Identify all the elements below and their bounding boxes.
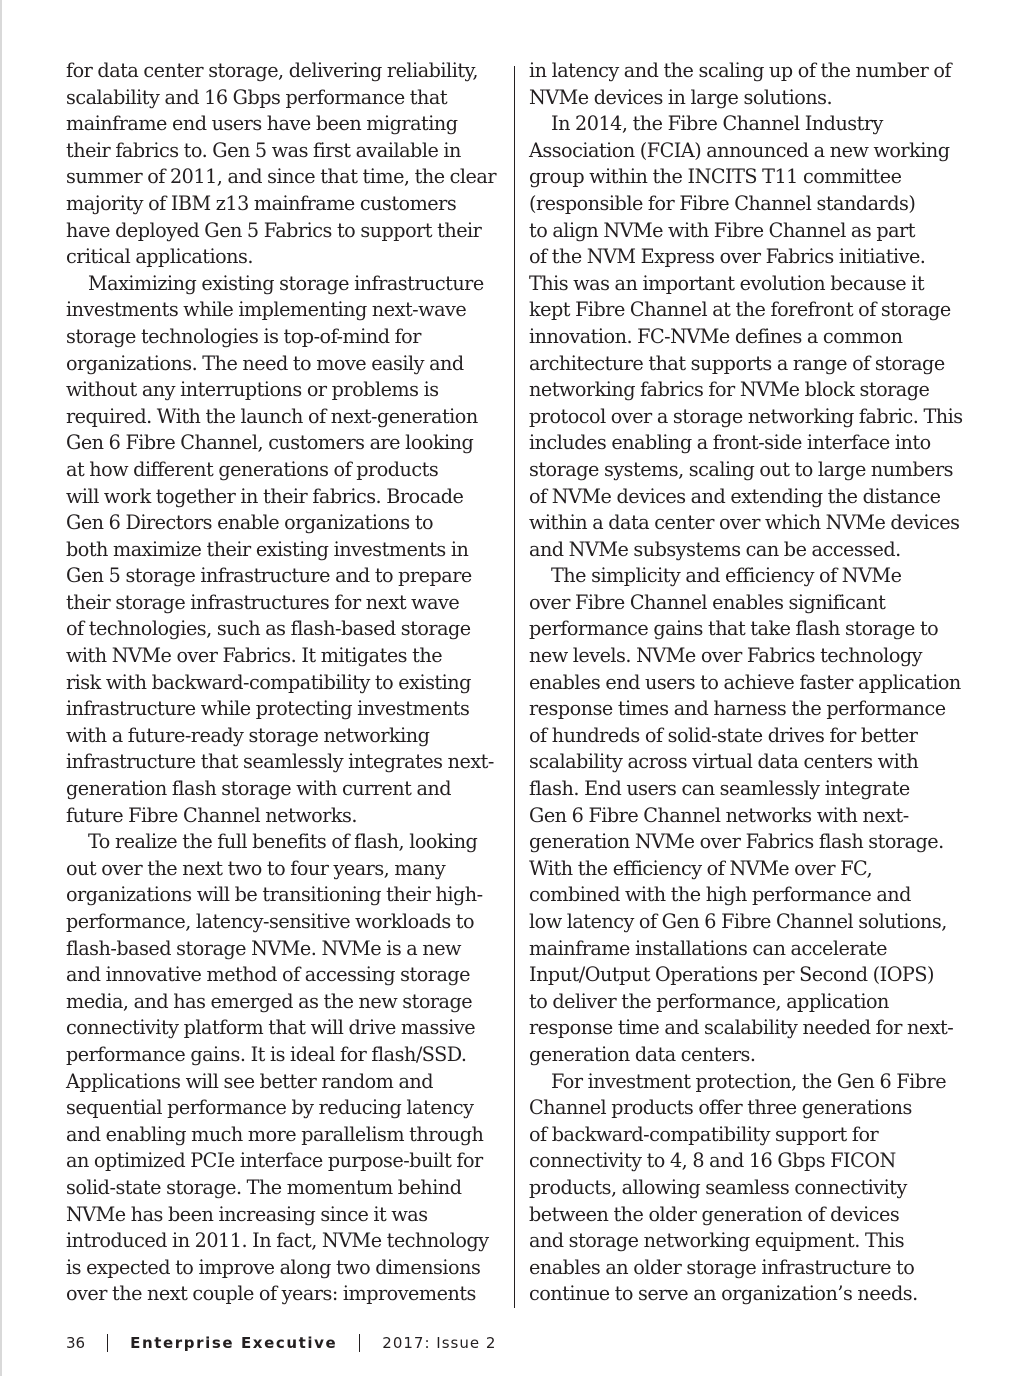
text-line: majority of IBM z13 mainframe customers xyxy=(66,191,457,215)
text-line: introduced in 2011. In fact, NVMe technology xyxy=(66,1229,489,1253)
text-line: performance, latency-sensitive workloads to xyxy=(66,910,475,933)
text-line: architecture that supports a range of storage xyxy=(529,351,945,375)
text-line: kept Fibre Channel at the forefront of storage xyxy=(529,298,951,322)
text-line: connectivity platform that will drive massive xyxy=(66,1016,476,1040)
text-line: over the next couple of years: improvements xyxy=(66,1282,476,1306)
text-line: of technologies, such as flash-based storage xyxy=(66,617,471,641)
text-line: media, and has emerged as the new storage xyxy=(66,989,473,1013)
text-line: of hundreds of solid-state drives for better xyxy=(529,723,918,747)
text-line: Input/Output Operations per Second (IOPS) xyxy=(529,963,934,987)
text-line: The simplicity and efficiency of NVMe xyxy=(551,564,902,588)
text-line: sequential performance by reducing latency xyxy=(66,1096,474,1120)
text-line: out over the next two to four years, many xyxy=(66,856,446,880)
footer-divider xyxy=(359,1334,360,1352)
text-line: generation NVMe over Fabrics flash storage. xyxy=(529,830,944,854)
text-line: have deployed Gen 5 Fabrics to support their xyxy=(66,218,482,242)
text-line: infrastructure while protecting investments xyxy=(66,697,470,721)
text-line: summer of 2011, and since that time, the clear xyxy=(66,165,497,189)
text-line: response times and harness the performance xyxy=(529,697,946,721)
text-line: response time and scalability needed for next- xyxy=(529,1016,954,1040)
text-line: for data center storage, delivering reliability, xyxy=(66,59,478,82)
text-line: mainframe end users have been migrating xyxy=(66,112,458,136)
text-line: at how different generations of products xyxy=(66,457,439,481)
text-line: Gen 6 Fibre Channel, customers are looking xyxy=(66,431,474,455)
footer-divider xyxy=(107,1334,108,1352)
text-line: critical applications. xyxy=(66,245,253,269)
text-line: between the older generation of devices xyxy=(529,1202,900,1226)
text-line: within a data center over which NVMe devices xyxy=(529,511,960,535)
text-line: of NVMe devices and extending the distance xyxy=(529,484,941,508)
text-line: performance gains that take flash storage to xyxy=(529,617,939,641)
text-line: and innovative method of accessing storage xyxy=(66,963,471,987)
text-line: flash-based storage NVMe. NVMe is a new xyxy=(66,936,461,960)
text-line: flash. End users can seamlessly integrate xyxy=(529,777,910,801)
text-line: protocol over a storage networking fabric. This xyxy=(529,404,963,428)
text-line: to deliver the performance, application xyxy=(529,989,889,1013)
text-line: Gen 6 Fibre Channel networks with next- xyxy=(529,803,909,827)
text-line: Gen 6 Directors enable organizations to xyxy=(66,511,434,535)
text-line: with a future-ready storage networking xyxy=(66,723,430,747)
text-line: without any interruptions or problems is xyxy=(66,378,439,402)
text-line: is expected to improve along two dimensions xyxy=(66,1255,481,1279)
page-number: 36 xyxy=(66,1334,86,1352)
left-text-column xyxy=(66,58,506,1308)
text-line: of the NVM Express over Fabrics initiative. xyxy=(529,245,926,269)
text-line: an optimized PCIe interface purpose-built for xyxy=(66,1149,483,1173)
text-line: scalability across virtual data centers with xyxy=(529,750,919,774)
text-line: in latency and the scaling up of the number of xyxy=(529,59,952,82)
text-line: storage technologies is top-of-mind for xyxy=(66,324,421,348)
text-line: NVMe devices in large solutions. xyxy=(529,85,833,109)
text-line: new levels. NVMe over Fabrics technology xyxy=(529,644,922,668)
text-line: their fabrics to. Gen 5 was first available in xyxy=(66,138,461,162)
text-line: Applications will see better random and xyxy=(66,1069,434,1093)
text-line: over Fibre Channel enables significant xyxy=(529,590,886,614)
text-line: with NVMe over Fabrics. It mitigates the xyxy=(66,644,443,668)
text-line: infrastructure that seamlessly integrates next- xyxy=(66,750,494,774)
page-footer xyxy=(66,1331,496,1355)
text-line: includes enabling a front-side interface into xyxy=(529,431,931,455)
text-line: continue to serve an organization’s needs. xyxy=(529,1282,918,1306)
text-line: scalability and 16 Gbps performance that xyxy=(66,85,448,109)
text-line: and NVMe subsystems can be accessed. xyxy=(529,537,901,561)
text-line: connectivity to 4, 8 and 16 Gbps FICON xyxy=(529,1149,896,1173)
text-line: Association (FCIA) announced a new working xyxy=(529,138,950,162)
text-line: low latency of Gen 6 Fibre Channel solutions, xyxy=(529,910,947,933)
text-line: For investment protection, the Gen 6 Fibre xyxy=(551,1069,947,1093)
text-line: organizations will be transitioning their high- xyxy=(66,883,483,907)
text-line: enables end users to achieve faster application xyxy=(529,670,961,694)
text-line: and enabling much more parallelism through xyxy=(66,1122,484,1146)
text-line: will work together in their fabrics. Brocade xyxy=(66,484,464,508)
text-line: investments while implementing next-wave xyxy=(66,298,467,322)
publication-name: Enterprise Executive xyxy=(130,1334,338,1352)
text-line: NVMe has been increasing since it was xyxy=(66,1202,428,1226)
text-line: both maximize their existing investments in xyxy=(66,537,469,561)
text-line: enables an older storage infrastructure to xyxy=(529,1255,915,1279)
text-line: With the efficiency of NVMe over FC, xyxy=(529,856,873,880)
text-line: This was an important evolution because it xyxy=(529,271,925,295)
text-line: required. With the launch of next-generation xyxy=(66,404,478,428)
text-line: In 2014, the Fibre Channel Industry xyxy=(551,112,883,136)
text-line: (responsible for Fibre Channel standards) xyxy=(529,191,916,215)
text-line: Gen 5 storage infrastructure and to prepare xyxy=(66,564,472,588)
text-line: innovation. FC-NVMe defines a common xyxy=(529,324,903,348)
text-line: group within the INCITS T11 committee xyxy=(529,165,902,189)
text-line: Maximizing existing storage infrastructure xyxy=(88,271,484,295)
text-line: storage systems, scaling out to large numbers xyxy=(529,457,953,481)
text-line: risk with backward-compatibility to existing xyxy=(66,670,471,694)
text-line: to align NVMe with Fibre Channel as part xyxy=(529,218,915,242)
column-divider xyxy=(514,66,515,1308)
text-line: of backward-compatibility support for xyxy=(529,1122,879,1146)
text-line: solid-state storage. The momentum behind xyxy=(66,1175,462,1199)
text-line: products, allowing seamless connectivity xyxy=(529,1175,907,1199)
text-line: their storage infrastructures for next wave xyxy=(66,590,460,614)
text-line: performance gains. It is ideal for flash/SSD. xyxy=(66,1042,467,1066)
text-line: generation data centers. xyxy=(529,1042,756,1066)
text-line: mainframe installations can accelerate xyxy=(529,936,887,960)
text-line: organizations. The need to move easily and xyxy=(66,351,464,375)
text-line: Channel products offer three generations xyxy=(529,1096,912,1120)
text-line: networking fabrics for NVMe block storage xyxy=(529,378,930,402)
text-line: combined with the high performance and xyxy=(529,883,911,907)
right-text-column xyxy=(529,58,974,1308)
text-line: and storage networking equipment. This xyxy=(529,1229,905,1253)
issue-label: 2017: Issue 2 xyxy=(382,1334,497,1352)
text-line: future Fibre Channel networks. xyxy=(66,803,357,827)
text-line: generation flash storage with current and xyxy=(66,777,452,801)
text-line: To realize the full benefits of flash, looking xyxy=(88,830,478,854)
